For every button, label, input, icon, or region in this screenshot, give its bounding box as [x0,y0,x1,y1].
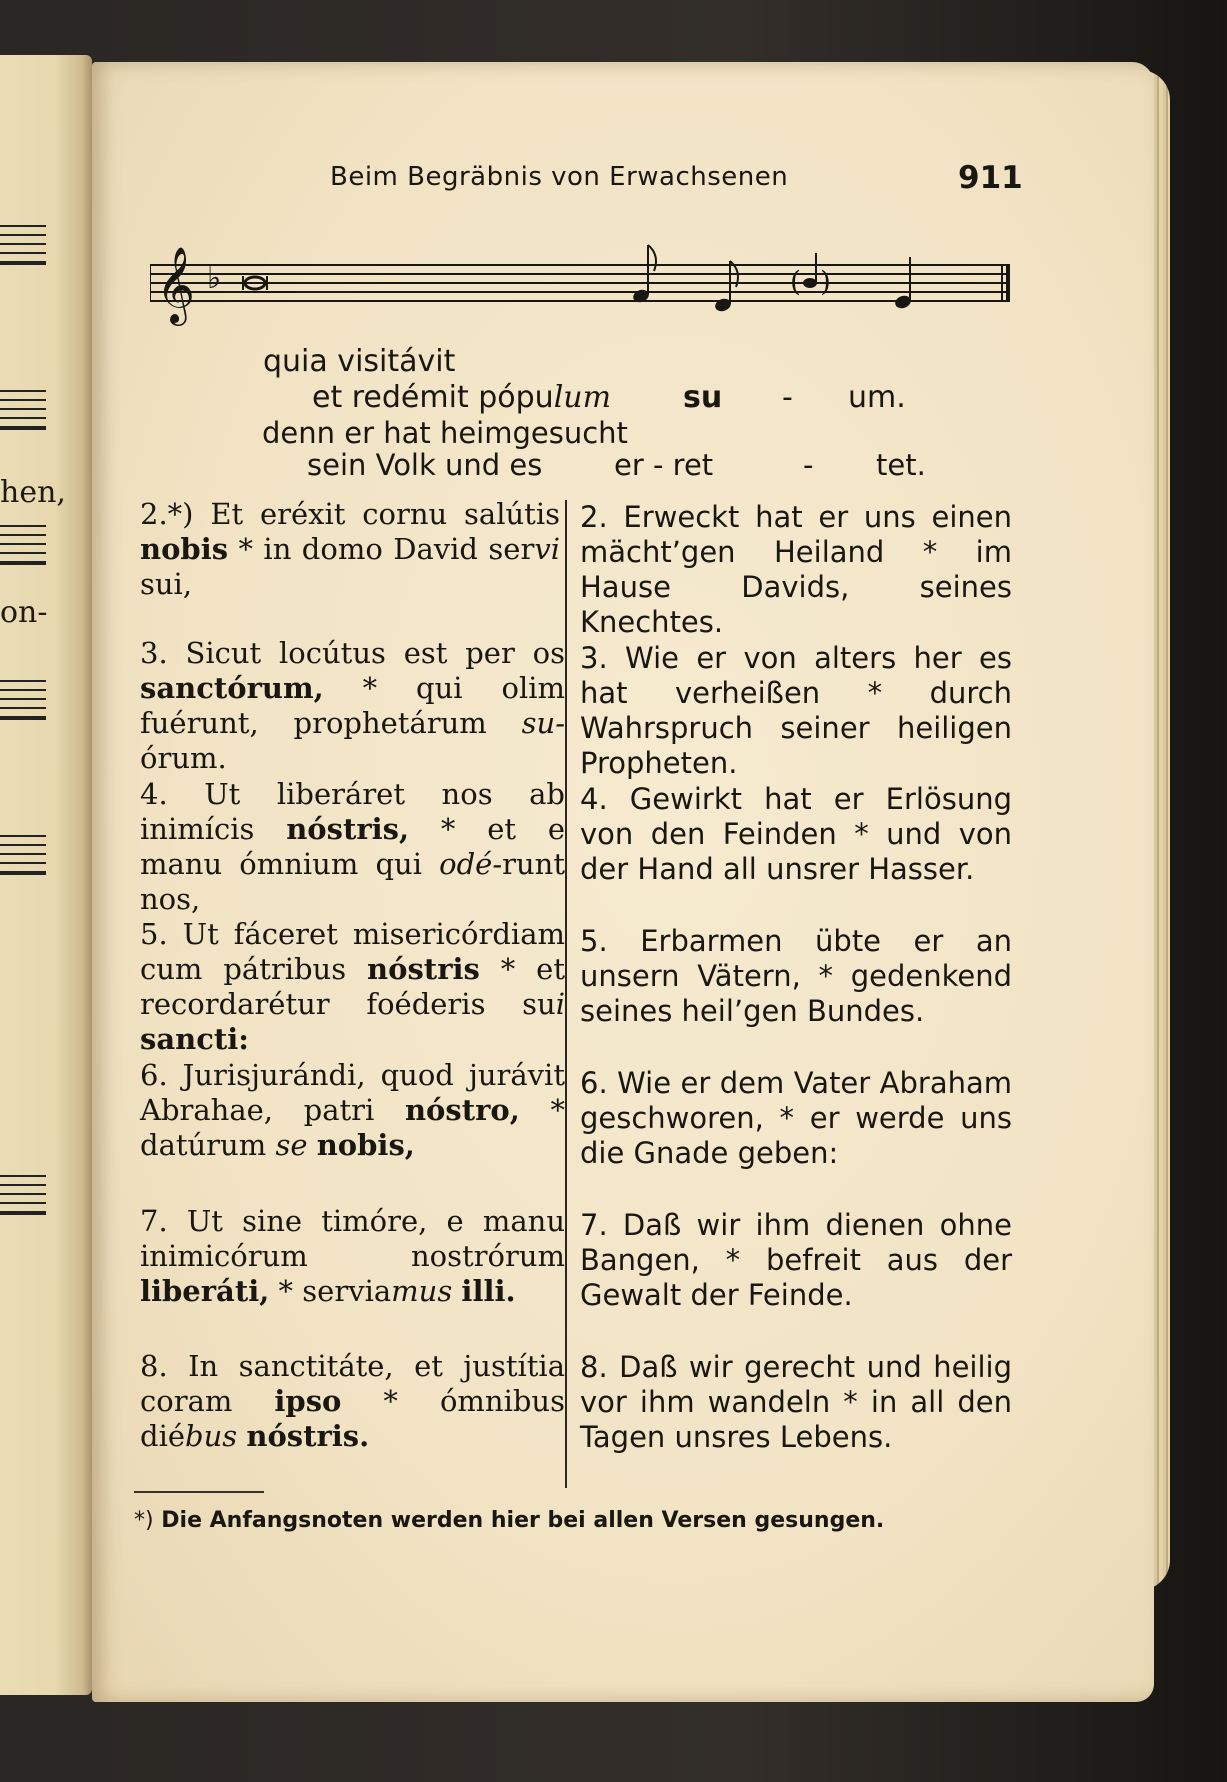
prev-page-staff [0,1175,46,1215]
prev-page-staff [0,680,46,720]
svg-text:(: ( [790,265,801,298]
german-verse-8: 8. Daß wir gerecht und heilig vor ihm wandeln * in all den Tagen unsres Lebens. [580,1350,1012,1454]
latin-verse-6: 6. Jurisjurándi, quod jurávit Abrahae, patri nóstro, * datúrum se nobis, [140,1058,565,1162]
prev-page-fragment: on- [0,595,48,630]
footnote-text: Die Anfangsnoten werden hier bei allen Versen gesungen. [161,1508,885,1533]
german-verse-7: 7. Daß wir ihm dienen ohne Bangen, * befreit aus der Gewalt der Feinde. [580,1208,1012,1312]
german-verse-3: 3. Wie er von alters her es hat verheißen * durch Wahrspruch seiner heiligen Propheten. [580,641,1012,780]
chant-text-italic: lum [553,380,612,415]
treble-clef-icon: 𝄞 [156,246,196,323]
latin-verse-4: 4. Ut liberáret nos ab inimícis nóstris, * et e manu ómnium qui odé-runt nos, [140,777,565,916]
column-rule [565,500,567,1488]
running-head: Beim Begräbnis von Erwachsenen [330,162,789,192]
german-verse-4: 4. Gewirkt hat er Erlösung von den Feinden * und von der Hand all unsrer Hasser. [580,782,1012,886]
prev-page-fragment: hen, [0,475,66,510]
latin-verse-7: 7. Ut sine timóre, e manu inimicórum nostrórum liberáti, * serviamus illi. [140,1204,565,1308]
prev-page-staff [0,525,46,565]
footnote-rule [134,1491,264,1493]
chant-syllable: su [683,380,723,415]
eighth-note-icon [713,261,738,313]
page-number: 911 [958,160,1023,196]
chant-german-line-1: denn er hat heimgesucht [262,416,628,450]
chant-latin-line-1: quia visitávit [263,344,456,379]
chant-latin-line-2 [312,380,611,415]
german-verse-5: 5. Erbarmen übte er an unsern Vätern, * gedenkend seines heil’gen Bundes. [580,924,1012,1028]
prev-page-staff [0,225,46,265]
svg-text:): ) [820,265,831,298]
latin-verse-3: 3. Sicut locútus est per os sanctórum, * qui olim fuérunt, prophetárum su-órum. [140,636,565,775]
chant-german-syllable: tet. [876,448,926,482]
prev-page-staff [0,390,46,430]
chant-syllable: um. [848,380,906,415]
footnote [134,1507,1014,1535]
flat-icon: ♭ [207,261,222,296]
german-verse-6: 6. Wie er dem Vater Abraham geschworen, * er werde uns die Gnade geben: [580,1066,1012,1170]
chant-german-line-2: sein Volk und es [307,448,543,482]
chant-staff [150,225,1020,335]
chant-hyphen: - [803,448,814,482]
chant-german-syllables: er - ret [614,448,714,482]
latin-verse-5: 5. Ut fáceret misericórdiam cum pátribus nóstris * et recordarétur foéderis sui sancti: [140,917,565,1056]
latin-verse-8: 8. In sanctitáte, et justítia coram ipso * ómnibus diébus nóstris. [140,1349,565,1453]
footnote-marker: *) [134,1508,154,1533]
previous-page-edge [0,55,92,1695]
latin-verse-2: 2.*) Et eréxit cornu salútis nobis * in domo David servi sui, [140,497,560,601]
german-verse-2: 2. Erweckt hat er uns einen mächt’gen Heiland * im Hause Davids, seines Knechtes. [580,500,1012,639]
chant-text: et redémit pópu [312,380,554,415]
prev-page-staff [0,835,46,875]
chant-hyphen: - [782,380,793,415]
